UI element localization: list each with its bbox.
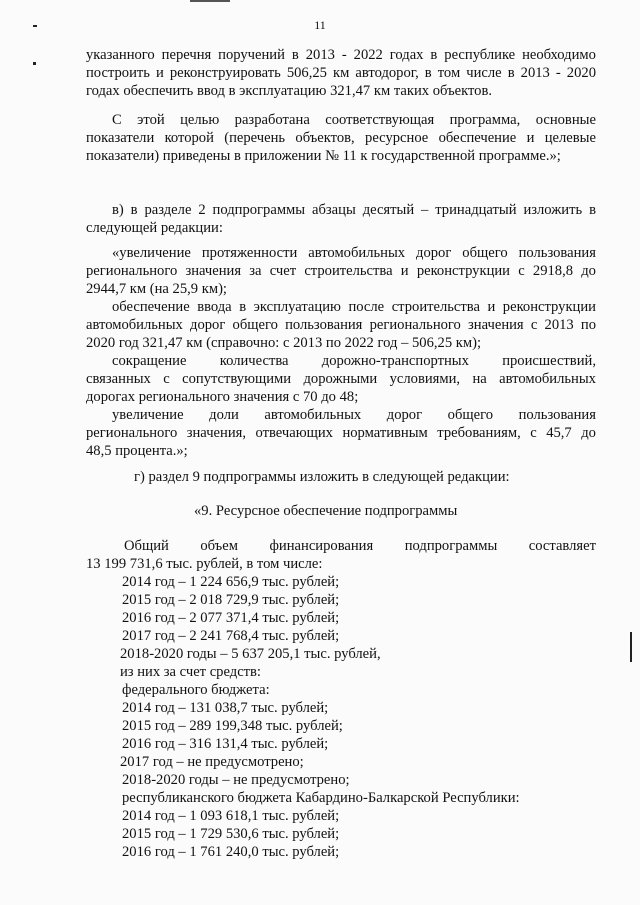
text-line: 2016 год – 1 761 240,0 тыс. рублей; <box>122 844 340 860</box>
text-line: Общий объем финансирования подпрограммы составляет <box>124 538 596 554</box>
text-line: 48,5 процента.»; <box>86 443 188 459</box>
page-number: 11 <box>314 18 326 32</box>
text-line: С этой целью разработана соответствующая программа, основные <box>112 112 596 128</box>
text-line: сокращение количества дорожно-транспортных происшествий, <box>112 353 596 369</box>
text-line: годах обеспечить ввод в эксплуатацию 321,47 км таких объектов. <box>86 83 493 99</box>
text-line: республиканского бюджета Кабардино-Балкарской Республики: <box>122 790 520 806</box>
scan-mark <box>33 62 36 65</box>
text-line: 2015 год – 2 018 729,9 тыс. рублей; <box>122 592 340 608</box>
text-line: следующей редакции: <box>86 220 223 236</box>
text-line: 2944,7 км (на 25,9 км); <box>86 281 227 297</box>
text-line: г) раздел 9 подпрограммы изложить в следующей редакции: <box>134 469 510 485</box>
text-line: из них за счет средств: <box>120 664 261 680</box>
text-line: 2014 год – 1 093 618,1 тыс. рублей; <box>122 808 340 824</box>
text-line: показатели) приведены в приложении № 11 к государственной программе.»; <box>86 148 561 164</box>
text-line: «увеличение протяженности автомобильных дорог общего пользования <box>112 245 596 261</box>
text-line: 2018-2020 годы – 5 637 205,1 тыс. рублей, <box>120 646 381 662</box>
text-line: федерального бюджета: <box>122 682 270 698</box>
text-line: построить и реконструировать 506,25 км автодорог, в том числе в 2013 - 2020 <box>86 65 596 81</box>
text-line: регионального значения за счет строительства и реконструкции с 2918,8 до <box>86 263 596 279</box>
text-line: 2015 год – 289 199,348 тыс. рублей; <box>122 718 343 734</box>
text-line: связанных с сопутствующими дорожными условиями, на автомобильных <box>86 371 596 387</box>
text-line: указанного перечня поручений в 2013 - 2022 годах в республике необходимо <box>86 47 596 63</box>
text-line: показатели которой (перечень объектов, ресурсное обеспечение и целевые <box>86 130 596 146</box>
text-line: 2018-2020 годы – не предусмотрено; <box>122 772 350 788</box>
text-line: обеспечение ввода в эксплуатацию после строительства и реконструкции <box>112 299 596 315</box>
text-line: 13 199 731,6 тыс. рублей, в том числе: <box>86 556 323 572</box>
text-line: 2017 год – 2 241 768,4 тыс. рублей; <box>122 628 340 644</box>
text-line: автомобильных дорог общего пользования регионального значения с 2013 по <box>86 317 596 333</box>
text-line: «9. Ресурсное обеспечение подпрограммы <box>194 503 458 519</box>
text-line: регионального значения, отвечающих нормативным требованиям, с 45,7 до <box>86 425 596 441</box>
text-line: 2014 год – 131 038,7 тыс. рублей; <box>122 700 329 716</box>
text-line: 2015 год – 1 729 530,6 тыс. рублей; <box>122 826 340 842</box>
scan-artifact <box>190 0 230 2</box>
text-line: 2014 год – 1 224 656,9 тыс. рублей; <box>122 574 340 590</box>
text-line: 2016 год – 2 077 371,4 тыс. рублей; <box>122 610 340 626</box>
text-line: увеличение доли автомобильных дорог общего пользования <box>112 407 596 423</box>
scan-mark <box>630 632 632 662</box>
text-line: 2020 год 321,47 км (справочно: с 2013 по 2022 год – 506,25 км); <box>86 335 482 351</box>
text-line: дорогах регионального значения с 70 до 48; <box>86 389 359 405</box>
text-line: 2016 год – 316 131,4 тыс. рублей; <box>122 736 329 752</box>
text-line: в) в разделе 2 подпрограммы абзацы десятый – тринадцатый изложить в <box>112 202 596 218</box>
text-line: 2017 год – не предусмотрено; <box>120 754 304 770</box>
